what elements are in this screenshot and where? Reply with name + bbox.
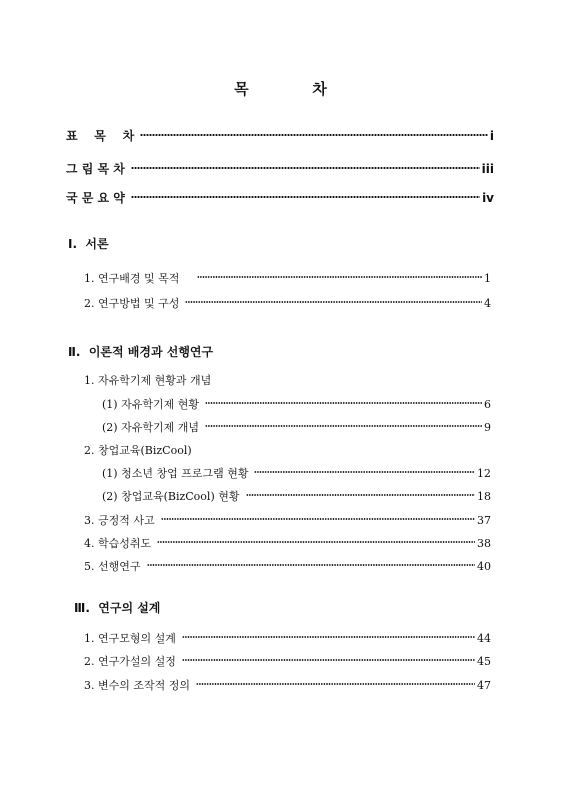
dot-leader (246, 493, 476, 497)
toc-section-heading[interactable]: 1. 자유학기제 현황과 개념 (84, 374, 212, 387)
toc-entry[interactable] (102, 420, 491, 436)
dot-leader (205, 424, 482, 428)
dot-leader (182, 658, 475, 662)
dot-leader (182, 635, 475, 639)
toc-entry-label: 그 림 목 차 (66, 162, 125, 176)
toc-entry[interactable] (84, 631, 491, 647)
toc-entry-label: (2) 창업교육(BizCool) 현황 (102, 490, 240, 503)
toc-entry-page: 6 (484, 398, 491, 411)
toc-entry[interactable] (84, 559, 491, 575)
dot-leader (197, 275, 482, 279)
dot-leader (161, 517, 475, 521)
toc-entry-label: 국 문 요 약 (66, 191, 125, 205)
dot-leader (147, 563, 476, 567)
toc-entry-list-of-tables[interactable] (66, 128, 494, 144)
toc-entry-korean-abstract[interactable] (66, 190, 494, 206)
toc-entry[interactable] (102, 489, 491, 505)
dot-leader (185, 300, 482, 304)
toc-entry-page: 12 (477, 467, 491, 480)
toc-entry-label: 5. 선행연구 (84, 560, 141, 573)
toc-entry-page: i (489, 129, 494, 143)
dot-leader (196, 682, 475, 686)
toc-entry-page: 47 (477, 679, 491, 692)
toc-entry-label: 2. 연구가설의 설정 (84, 655, 176, 668)
toc-entry[interactable] (84, 536, 491, 552)
toc-entry-page: 40 (477, 560, 491, 573)
toc-entry[interactable] (102, 466, 491, 482)
toc-entry-label: (1) 자유학기제 현황 (102, 398, 199, 411)
toc-section-heading[interactable]: 2. 창업교육(BizCool) (84, 444, 192, 457)
toc-entry-page: iii (481, 162, 494, 176)
toc-entry-label: (2) 자유학기제 개념 (102, 421, 199, 434)
toc-entry-page: 4 (484, 297, 491, 310)
dot-leader (131, 195, 480, 199)
toc-entry-page: 9 (484, 421, 491, 434)
toc-entry-label: 2. 연구방법 및 구성 (84, 297, 180, 310)
toc-entry-page: 44 (477, 632, 491, 645)
toc-entry[interactable] (102, 397, 491, 413)
dot-leader (205, 401, 482, 405)
page-title: 목 차 (234, 80, 339, 98)
toc-entry-label: 1. 연구배경 및 목적 (84, 272, 180, 285)
toc-entry-page: 38 (477, 537, 491, 550)
toc-entry-page: 18 (477, 490, 491, 503)
chapter-heading-3: Ⅲ. 연구의 설계 (74, 601, 161, 615)
dot-leader (140, 133, 488, 137)
toc-entry-label: 4. 학습성취도 (84, 537, 152, 550)
dot-leader (254, 470, 475, 474)
toc-entry[interactable] (84, 296, 491, 312)
toc-entry-label: 1. 연구모형의 설계 (84, 632, 176, 645)
toc-entry-page: 45 (477, 655, 491, 668)
chapter-heading-1: Ⅰ. 서론 (68, 237, 109, 251)
toc-entry[interactable] (84, 271, 491, 287)
toc-entry-page: 37 (477, 514, 491, 527)
toc-entry-label: 3. 긍정적 사고 (84, 514, 155, 527)
toc-entry[interactable] (84, 513, 491, 529)
toc-entry[interactable] (84, 654, 491, 670)
chapter-heading-2: Ⅱ. 이론적 배경과 선행연구 (68, 345, 214, 359)
dot-leader (157, 540, 475, 544)
toc-entry-label: 표 목 차 (66, 129, 135, 143)
toc-entry-page: iv (482, 191, 494, 205)
toc-entry-label: 3. 변수의 조작적 정의 (84, 679, 190, 692)
toc-entry-list-of-figures[interactable] (66, 161, 494, 177)
toc-entry-label: (1) 청소년 창업 프로그램 현황 (102, 467, 249, 480)
dot-leader (131, 166, 480, 170)
toc-entry-page: 1 (484, 272, 491, 285)
toc-entry[interactable] (84, 678, 491, 694)
